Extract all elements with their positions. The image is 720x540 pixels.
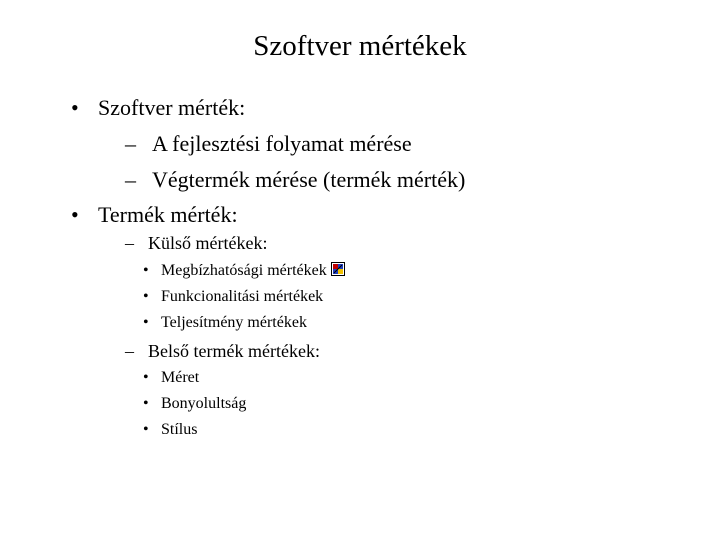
dash-marker: – (125, 233, 134, 253)
subbullet-text: A fejlesztési folyamat mérése (152, 131, 412, 156)
subbullet-text: Külső mértékek: (148, 233, 268, 253)
subbullet-text: Belső termék mértékek: (148, 341, 320, 361)
dash-marker: – (125, 131, 136, 156)
bullet-text: Szoftver mérték: (98, 95, 246, 120)
item-text (161, 260, 345, 282)
item-text: Funkcionalitási mértékek (161, 288, 324, 305)
bullet-text: Termék mérték: (98, 202, 238, 227)
bullet-marker: • (143, 421, 149, 438)
bullet-marker: • (71, 95, 79, 120)
dash-marker: – (125, 341, 134, 361)
item-text: Méret (161, 369, 200, 386)
slide-title: Szoftver mértékek (253, 30, 467, 62)
item-text: Teljesítmény mértékek (161, 314, 307, 331)
bullet-marker: • (143, 288, 149, 305)
bullet-marker: • (143, 262, 149, 279)
item-text: Bonyolultság (161, 395, 247, 412)
subbullet-text: Végtermék mérése (termék mérték) (152, 167, 466, 192)
hyperlink-icon[interactable] (331, 262, 345, 276)
bullet-marker: • (143, 314, 149, 331)
bullet-marker: • (143, 369, 149, 386)
item-text: Stílus (161, 421, 198, 438)
dash-marker: – (125, 167, 136, 192)
bullet-marker: • (71, 202, 79, 227)
bullet-marker: • (143, 395, 149, 412)
item-label: Megbízhatósági mértékek (161, 262, 327, 279)
